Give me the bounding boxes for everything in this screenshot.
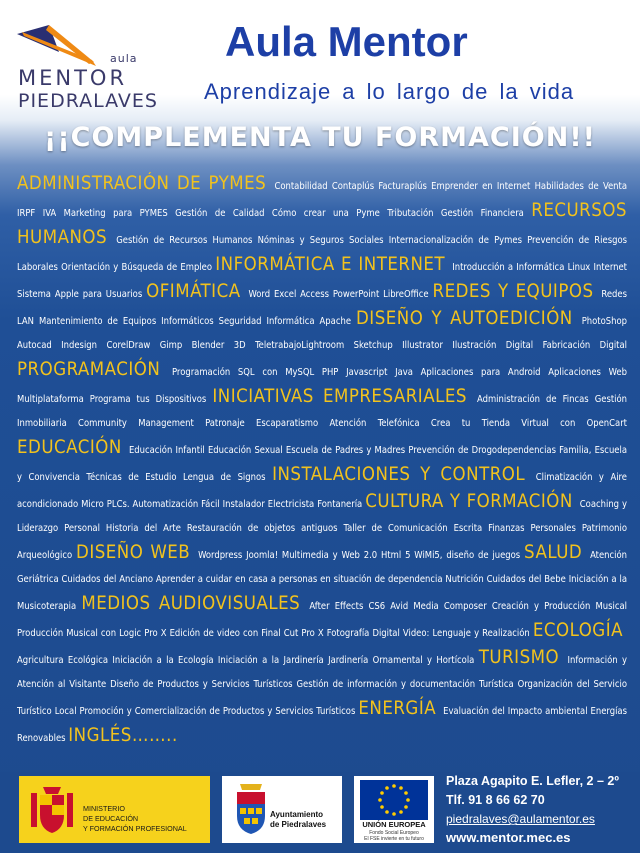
category-name: INSTALACIONES Y CONTROL <box>272 464 526 485</box>
category-name: INFORMÁTICA E INTERNET <box>215 254 446 275</box>
logo-mentor-text: MENTOR <box>18 66 128 90</box>
category-courses: Agricultura Ecológica Iniciación a la Ecología Iniciación a la Jardinería Jardinería Ornamental y Hortícola <box>17 655 475 666</box>
ministerio-logo <box>19 776 210 843</box>
category <box>76 542 521 563</box>
logo-place-text: PIEDRALAVES <box>18 90 158 112</box>
category-name: PROGRAMACIÓN <box>17 359 161 380</box>
spain-coat-of-arms-icon <box>29 785 75 835</box>
ministerio-line: Y FORMACIÓN PROFESIONAL <box>83 824 187 833</box>
ayuntamiento-logo <box>222 776 342 843</box>
category-courses: After Effects CS6 Avid Media Composer Creación y Producción Musical Producción Musical con Logic Pro X Edición de video con Final Cut Pro X Fotografía Digital Video: Lenguaje y Realización <box>17 601 627 639</box>
ayuntamiento-line: Ayuntamiento <box>270 810 324 819</box>
category-courses: Contabilidad Contaplús Facturaplús Emprender en Internet Habilidades de Venta IRPF IVA Marketing para PYMES Gestión de Calidad Cómo crear una Pyme Tributación Gestión Financiera <box>17 181 627 219</box>
ayuntamiento-text <box>270 810 326 830</box>
category-name: MEDIOS AUDIOVISUALES <box>81 593 301 614</box>
category-courses: Wordpress Joomla! Multimedia y Web 2.0 Html 5 WiMi5, diseño de juegos <box>198 550 521 561</box>
category-name: TURISMO <box>478 647 560 668</box>
eu-title: UNIÓN EUROPEA <box>362 820 426 829</box>
eu-line: El FSE invierte en tu futuro <box>364 836 424 842</box>
contact-web-link[interactable]: www.mentor.mec.es <box>446 830 571 845</box>
category-name: REDES Y EQUIPOS <box>432 281 594 302</box>
category-name: ADMINISTRACIÓN DE PYMES <box>17 173 267 194</box>
category-courses: Climatización y Aire acondicionado Micro PLCs. Automatización Fácil Instalador Electricista Fontanería <box>17 472 627 510</box>
contact-phone: Tlf. 91 8 66 62 70 <box>446 793 545 807</box>
category-courses: Atención Geriátrica Cuidados del Anciano Aprender a cuidar en casa a personas en situación de dependencia Nutrición Cuidados del Bebe Iniciación a la Musicoterapia <box>17 550 627 612</box>
eu-flag-icon <box>360 780 428 820</box>
category <box>146 281 429 302</box>
category-name: SALUD <box>524 542 583 563</box>
category-name: INICIATIVAS EMPRESARIALES <box>212 386 467 407</box>
category-name: DISEÑO Y AUTOEDICIÓN <box>355 308 573 329</box>
page-subtitle: Aprendizaje a lo largo de la vida <box>204 79 575 104</box>
category-name: CULTURA Y FORMACIÓN <box>365 491 573 512</box>
logo-aula-text: aula <box>110 52 138 65</box>
category-name: ENERGÍA <box>358 698 437 719</box>
category-name: EDUCACIÓN <box>17 437 122 458</box>
contact-email-link[interactable]: piedralaves@aulamentor.es <box>446 812 595 826</box>
mortarboard-icon <box>14 22 109 72</box>
eu-subtext <box>354 830 434 842</box>
category-courses: Programación SQL con MySQL PHP Javascript Java Aplicaciones para Android Aplicaciones Web Multiplataforma Programa tus Dispositivos <box>17 367 627 405</box>
category-courses: Gestión de Recursos Humanos Nóminas y Seguros Sociales Internacionalización de Pymes Prevención de Riesgos Laborales Orientación y Búsqueda de Empleo <box>17 235 627 273</box>
page-title: Aula Mentor <box>225 18 468 65</box>
course-catalog <box>17 172 627 772</box>
category-name: RECURSOS HUMANOS <box>17 200 627 248</box>
piedralaves-shield-icon <box>234 782 268 836</box>
category-name: OFIMÁTICA <box>146 281 241 302</box>
category-courses: Educación Infantil Educación Sexual Escuela de Padres y Madres Prevención de Drogodependencias Familia, Escuela y Convivencia Técnicas de Estudio Lengua de Signos <box>17 445 627 483</box>
category-courses: Redes LAN Mantenimiento de Equipos Informáticos Seguridad Informática Apache <box>17 289 627 327</box>
category-courses: Información y Atención al Visitante Diseño de Productos y Servicios Turísticos Gestión de información y documentación Turística Organización del Servicio Turístico Local Promoción y Comercialización de Productos y Servicios Turísticos <box>17 655 627 717</box>
category-name: DISEÑO WEB <box>76 542 191 563</box>
ministerio-line: MINISTERIO <box>83 804 125 813</box>
category-courses: Word Excel Access PowerPoint LibreOffice <box>248 289 429 300</box>
ministerio-line: DE EDUCACIÓN <box>83 814 139 823</box>
ministerio-text <box>83 804 187 834</box>
category-name: ECOLOGÍA <box>532 620 623 641</box>
category-name: INGLÉS…….. <box>68 725 178 746</box>
category <box>68 725 181 746</box>
ayuntamiento-line: de Piedralaves <box>270 820 327 829</box>
footer <box>0 772 640 853</box>
category-courses: Introducción a Informática Linux Internet Sistema Apple para Usuarios <box>17 262 627 300</box>
category-courses: Coaching y Liderazgo Personal Historia del Arte Restauración de objetos antiguos Taller de Comunicación Escrita Finanzas Personales Patrimonio Arqueológico <box>17 499 627 561</box>
headline: ¡¡COMPLEMENTA TU FORMACIÓN!! <box>44 122 596 153</box>
eu-line: Fondo Social Europeo <box>369 830 419 836</box>
category-courses: PhotoShop Autocad Indesign CorelDraw Gimp Blender 3D TeletrabajoLightroom Sketchup Illustrator Ilustración Digital Fabricación Digital <box>17 316 627 351</box>
aula-mentor-logo <box>14 22 164 117</box>
category-courses: Administración de Fincas Gestión Inmobiliaria Community Management Patronaje Escaparatismo Atención Telefónica Crea tu Tienda Virtual con OpenCart <box>17 394 627 429</box>
eu-logo <box>354 776 434 843</box>
category-courses: Evaluación del Impacto ambiental Energías Renovables <box>17 706 627 744</box>
contact-address: Plaza Agapito E. Lefler, 2 – 2º <box>446 774 619 788</box>
